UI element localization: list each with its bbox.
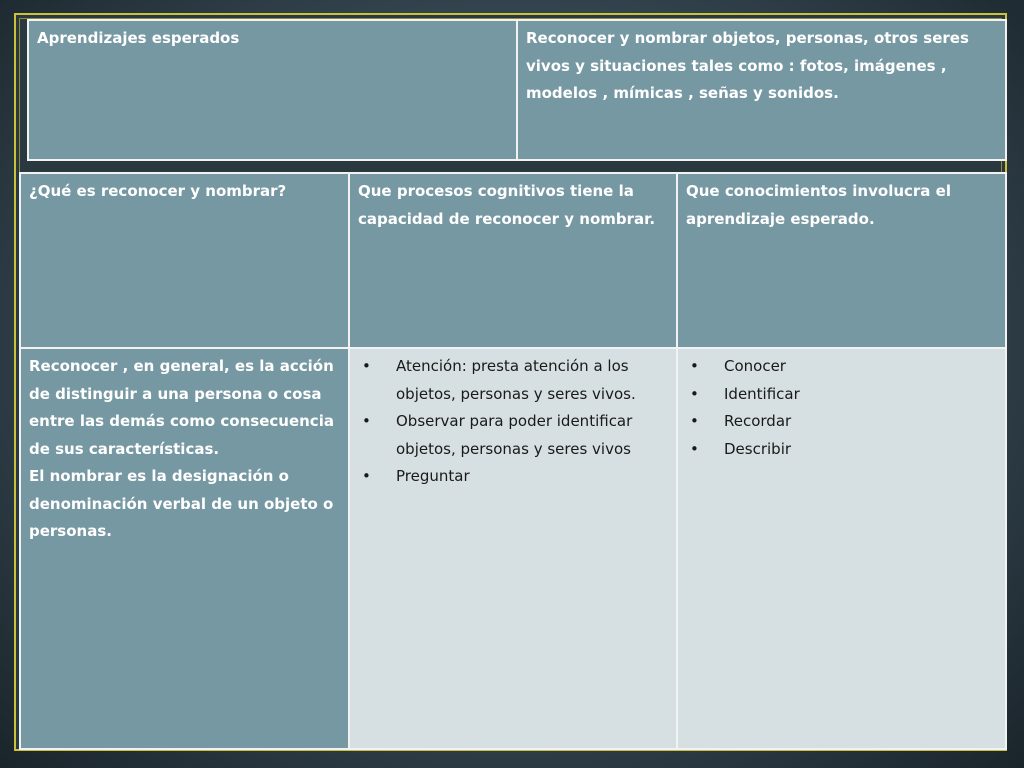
bullet-icon: • [690,357,699,375]
list-item [358,353,668,408]
knowledge-cell [677,348,1006,749]
bullet-icon: • [362,467,371,485]
header-knowledge: Que conocimientos involucra el aprendizaje esperado. [686,182,951,228]
list-item [358,463,668,491]
objective-label: Aprendizajes esperados [37,29,240,47]
header-cell-knowledge [677,173,1006,348]
bullet-icon: • [362,412,371,430]
process-ask: Preguntar [396,467,470,485]
objective-label-cell [28,20,517,160]
definition-paragraph-nombrar: El nombrar es la designación o denominación verbal de un objeto o personas. [29,467,334,540]
knowledge-know: Conocer [724,357,786,375]
header-processes: Que procesos cognitivos tiene la capacidad de reconocer y nombrar. [358,182,656,228]
knowledge-identify: Identificar [724,384,800,403]
process-observe: Observar para poder identificar objetos, personas y seres vivos [396,412,633,458]
knowledge-describe: Describir [724,439,792,458]
list-item [686,408,997,436]
process-attention: Atención: presta atención a los objetos, personas y seres vivos. [396,357,636,403]
objective-table [27,19,1007,161]
knowledge-list [686,353,997,463]
list-item [686,381,997,409]
bullet-icon: • [690,412,699,430]
list-item [686,353,997,381]
objective-text: Reconocer y nombrar objetos, personas, otros seres vivos y situaciones tales como : fotos, imágenes , modelos , mímicas , señas y sonidos. [526,29,969,102]
knowledge-remember: Recordar [724,412,792,430]
bullet-icon: • [690,384,699,403]
header-row [20,173,1006,348]
header-cell-processes [349,173,677,348]
bullet-icon: • [362,357,371,375]
list-item [358,408,668,463]
processes-cell [349,348,677,749]
content-row [20,348,1006,749]
processes-list [358,353,668,491]
bullet-icon: • [690,439,699,458]
header-cell-definition [20,173,349,348]
analysis-table [19,172,1007,750]
objective-text-cell [517,20,1006,160]
definition-paragraph-reconocer: Reconocer , en general, es la acción de distinguir a una persona o cosa entre las demás como consecuencia de sus características. [29,357,334,458]
list-item [686,436,997,464]
header-definition: ¿Qué es reconocer y nombrar? [29,182,287,200]
definition-cell [20,348,349,749]
